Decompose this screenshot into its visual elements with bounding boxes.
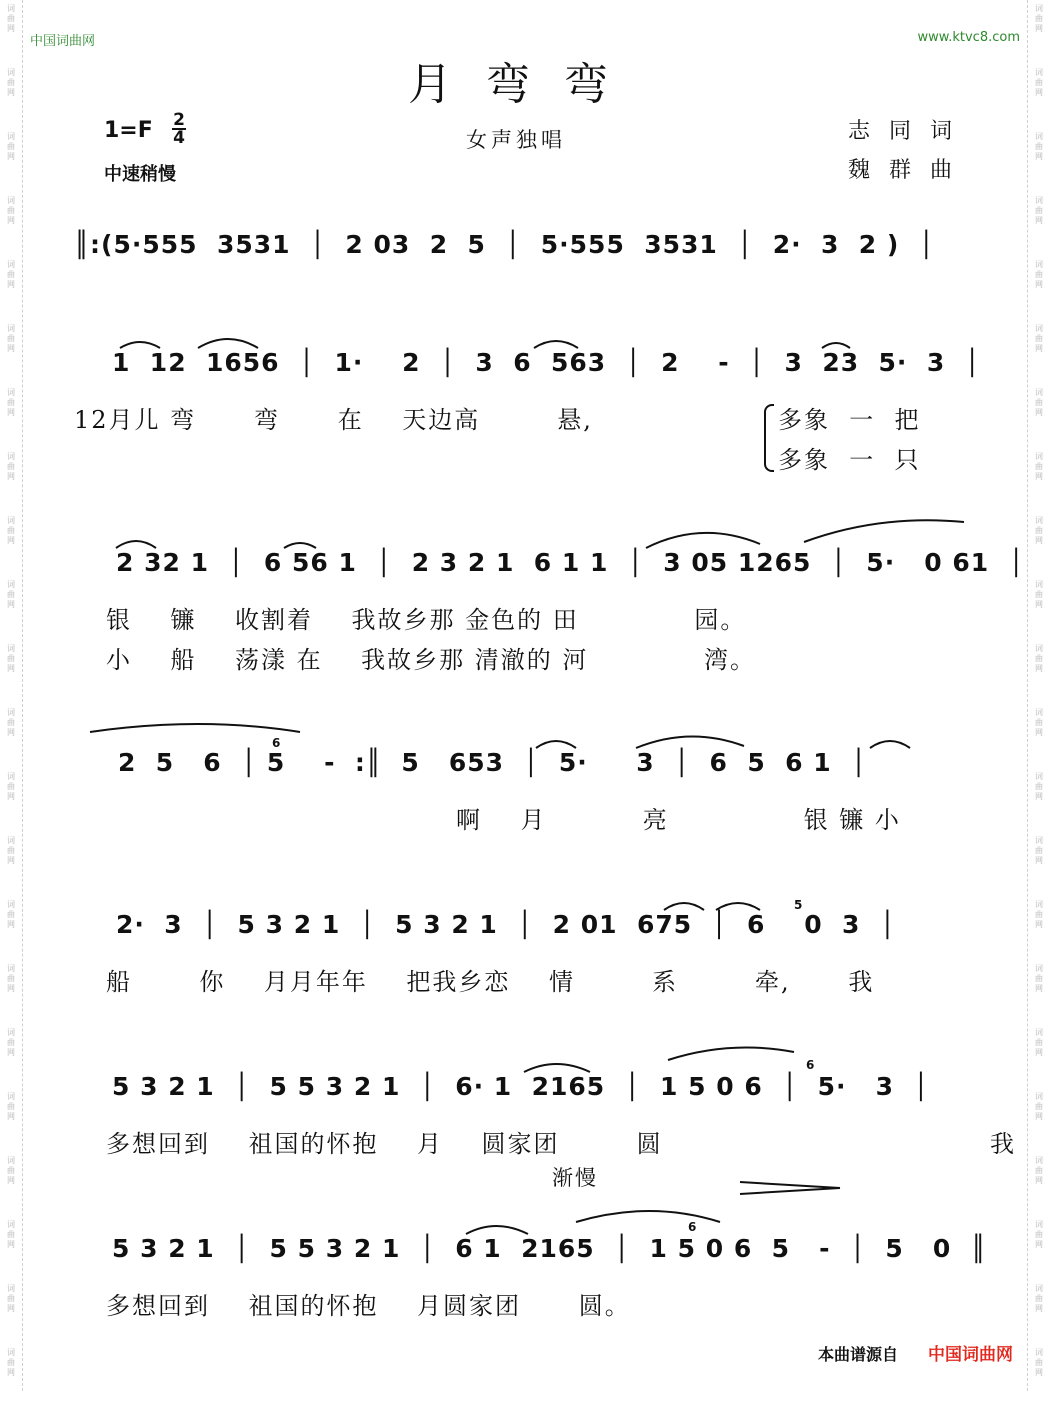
decrescendo-lower [740, 1188, 840, 1194]
watermark-glyph: 词 曲 网 [1035, 132, 1043, 161]
score-system-7: 5 3 2 1 │ 5 5 3 2 1 │ 6 1 2165 │ 1 5 0 6 5 - │ 5 0 ║ [112, 1234, 987, 1263]
score-system-4: 2 5 6 │ 5 - :║ 5 653 │ 5· 3 │ 6 5 6 1 │ [118, 748, 868, 777]
composer-credit: 魏 群 曲 [848, 158, 958, 183]
tempo-slower-marking: 渐慢 [552, 1166, 598, 1190]
watermark-glyph: 词 曲 网 [1035, 452, 1043, 481]
slur-s7-b [576, 1211, 720, 1222]
watermark-glyph: 词 曲 网 [7, 324, 15, 353]
watermark-glyph: 词 曲 网 [1035, 900, 1043, 929]
slur-s6-a [524, 1064, 590, 1072]
watermark-glyph: 词 曲 网 [7, 644, 15, 673]
watermark-glyph: 词 曲 网 [1035, 708, 1043, 737]
slur-s6-b [668, 1048, 794, 1061]
watermark-glyph: 词 曲 网 [1035, 196, 1043, 225]
watermark-glyph: 词 曲 网 [1035, 772, 1043, 801]
watermark-glyph: 词 曲 网 [7, 580, 15, 609]
watermark-glyph: 词 曲 网 [7, 1092, 15, 1121]
lyricist-credit: 志 同 词 [848, 119, 958, 144]
watermark-glyph: 词 曲 网 [1035, 836, 1043, 865]
watermark-glyph: 词 曲 网 [1035, 1220, 1043, 1249]
slur-s4-c [636, 736, 744, 748]
watermark-glyph: 词 曲 网 [7, 708, 15, 737]
watermark-glyph: 词 曲 网 [7, 452, 15, 481]
slur-s3-a [116, 541, 156, 548]
slur-s3-b [284, 543, 316, 548]
song-title: 月弯弯 [408, 59, 642, 110]
footer-source-site[interactable]: 中国词曲网 [928, 1345, 1013, 1365]
site-url-right[interactable]: www.ktvc8.com [917, 30, 1020, 45]
watermark-glyph: 词 曲 网 [7, 900, 15, 929]
watermark-glyph: 词 曲 网 [7, 1028, 15, 1057]
slur-s3-d [804, 520, 964, 542]
score-system-6: 5 3 2 1 │ 5 5 3 2 1 │ 6· 1 2165 │ 1 5 0 6 │ 5· 3 │ [112, 1072, 930, 1101]
score-system-5: 2· 3 │ 5 3 2 1 │ 5 3 2 1 │ 2 01 675 │ 6 0 3 │ [116, 910, 896, 939]
grace-note-5: 5 [794, 898, 803, 912]
watermark-glyph: 词 曲 网 [7, 1156, 15, 1185]
time-sig-top: 2 [173, 110, 185, 130]
slur-s5-a [664, 903, 704, 910]
watermark-glyph: 词 曲 网 [1035, 324, 1043, 353]
score-system-1: ║:(5·555 3531 │ 2 03 2 5 │ 5·555 3531 │ 2· 3 2 ) │ [74, 230, 935, 259]
footer-source-label: 本曲谱源自 [818, 1345, 899, 1364]
watermark-glyph: 词 曲 网 [7, 836, 15, 865]
watermark-glyph: 词 曲 网 [7, 1220, 15, 1249]
grace-note-7: 6 [688, 1220, 697, 1234]
lyrics-line-2-verse-1: 多象 一 把 [778, 406, 921, 434]
slur-s4-d [870, 741, 910, 748]
watermark-glyph: 词 曲 网 [7, 1348, 15, 1377]
slur-s3-c [646, 533, 760, 548]
slur-s2-b [198, 339, 258, 348]
watermark-glyph: 词 曲 网 [1035, 1092, 1043, 1121]
watermark-glyph: 词 曲 网 [7, 964, 15, 993]
lyrics-line-4: 啊 月 亮 银 镰 小 [456, 806, 901, 834]
slur-s4-b [536, 741, 576, 748]
watermark-glyph: 词 曲 网 [1035, 644, 1043, 673]
lyrics-line-6: 多想回到 祖国的怀抱 月 圆家团 圆 我 [106, 1130, 1016, 1158]
watermark-glyph: 词 曲 网 [7, 196, 15, 225]
watermark-glyph: 词 曲 网 [1035, 260, 1043, 289]
time-sig-bottom: 4 [173, 128, 185, 148]
watermark-glyph: 词 曲 网 [1035, 4, 1043, 33]
performance-type: 女声独唱 [466, 128, 566, 152]
watermark-glyph: 词 曲 网 [1035, 1284, 1043, 1313]
watermark-glyph: 词 曲 网 [1035, 580, 1043, 609]
site-name-left[interactable]: 中国词曲网 [30, 34, 96, 49]
lyrics-line-5: 船 你 月月年年 把我乡恋 情 系 牵, 我 [106, 968, 875, 996]
watermark-glyph: 词 曲 网 [7, 68, 15, 97]
slur-s2-c [534, 341, 578, 348]
slur-s7-a [466, 1226, 528, 1234]
watermark-glyph: 词 曲 网 [1035, 1156, 1043, 1185]
lyrics-line-2: 12月儿 弯 弯 在 天边高 悬, [74, 406, 593, 434]
watermark-glyph: 词 曲 网 [7, 1284, 15, 1313]
watermark-glyph: 词 曲 网 [1035, 1348, 1043, 1377]
decrescendo-upper [740, 1182, 840, 1188]
watermark-glyph: 词 曲 网 [1035, 68, 1043, 97]
watermark-glyph: 词 曲 网 [1035, 964, 1043, 993]
watermark-glyph: 词 曲 网 [7, 388, 15, 417]
lyrics-line-3-verse-2: 小 船 荡漾 在 我故乡那 清澈的 河 湾。 [106, 646, 756, 674]
score-system-3: 2 32 1 │ 6 56 1 │ 2 3 2 1 6 1 1 │ 3 05 1265 │ 5· 0 61 │ [116, 548, 1025, 577]
slur-s4-a [90, 724, 300, 732]
slur-s5-b [716, 903, 760, 910]
watermark-glyph: 词 曲 网 [7, 132, 15, 161]
watermark-glyph: 词 曲 网 [1035, 516, 1043, 545]
score-system-2: 1 12 1656 │ 1· 2 │ 3 6 563 │ 2 - │ 3 23 5· 3 │ [112, 348, 981, 377]
key-signature: 1=F [104, 118, 153, 143]
grace-note-6: 6 [806, 1058, 815, 1072]
tempo-marking: 中速稍慢 [104, 164, 176, 185]
lyrics-line-7: 多想回到 祖国的怀抱 月圆家团 圆。 [106, 1292, 631, 1320]
watermark-glyph: 词 曲 网 [7, 772, 15, 801]
slur-s2-a [120, 342, 160, 348]
watermark-glyph: 词 曲 网 [7, 260, 15, 289]
watermark-glyph: 词 曲 网 [1035, 388, 1043, 417]
watermark-glyph: 词 曲 网 [7, 516, 15, 545]
watermark-glyph: 词 曲 网 [1035, 1028, 1043, 1057]
lyrics-line-2-verse-2: 多象 一 只 [778, 446, 921, 474]
watermark-glyph: 词 曲 网 [7, 4, 15, 33]
grace-note-4: 6 [272, 736, 281, 750]
slur-s2-d [822, 343, 850, 348]
lyrics-line-3-verse-1: 银 镰 收割着 我故乡那 金色的 田 园。 [106, 606, 747, 634]
